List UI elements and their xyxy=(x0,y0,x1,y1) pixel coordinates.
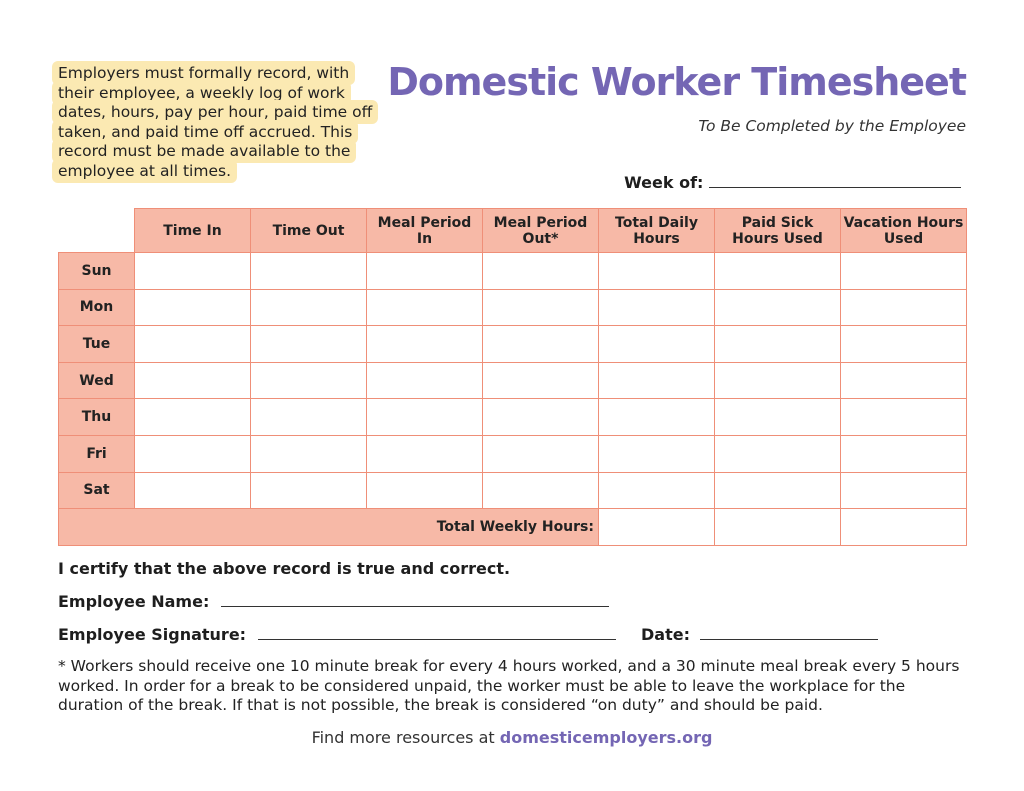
break-footnote: * Workers should receive one 10 minute break for every 4 hours worked, and a 30 minute meal break every 5 hours worked. In order for a break to be considered unpaid, the worker must be able to leave the workplace for the duration of the break. If that is not possible, the break is considered “on duty” and should be paid. xyxy=(58,657,960,714)
table-header-row xyxy=(59,209,967,253)
entry-cell-fri-col2[interactable] xyxy=(251,435,367,472)
employee-name-field xyxy=(58,592,609,611)
day-label-mon: Mon xyxy=(59,289,135,326)
entry-cell-fri-col5[interactable] xyxy=(599,435,715,472)
employee-signature-label: Employee Signature: xyxy=(58,625,247,644)
day-row-mon xyxy=(59,289,967,326)
total-weekly-label: Total Weekly Hours: xyxy=(59,509,599,546)
footer-prefix: Find more resources at xyxy=(311,728,495,747)
intro-note-text: Employers must formally record, with their employee, a weekly log of work dates, hours, pay per hour, paid time off taken, and paid time off accrued. This record must be made available to the employee at all times. xyxy=(52,61,378,183)
intro-note xyxy=(52,64,388,182)
entry-cell-tue-col3[interactable] xyxy=(367,326,483,363)
page-title: Domestic Worker Timesheet xyxy=(387,60,966,104)
entry-cell-sun-col1[interactable] xyxy=(135,253,251,290)
employee-name-label: Employee Name: xyxy=(58,592,210,611)
entry-cell-thu-col4[interactable] xyxy=(483,399,599,436)
entry-cell-tue-col6[interactable] xyxy=(715,326,841,363)
column-header-time-in: Time In xyxy=(135,209,251,253)
total-cell-daily-hours[interactable] xyxy=(599,509,715,546)
day-row-thu xyxy=(59,399,967,436)
entry-cell-fri-col3[interactable] xyxy=(367,435,483,472)
entry-cell-sat-col1[interactable] xyxy=(135,472,251,509)
day-label-sun: Sun xyxy=(59,253,135,290)
entry-cell-sun-col4[interactable] xyxy=(483,253,599,290)
date-field xyxy=(641,625,878,644)
entry-cell-wed-col6[interactable] xyxy=(715,362,841,399)
header-corner xyxy=(59,209,135,253)
day-row-sat xyxy=(59,472,967,509)
entry-cell-mon-col7[interactable] xyxy=(841,289,967,326)
entry-cell-wed-col1[interactable] xyxy=(135,362,251,399)
entry-cell-sat-col3[interactable] xyxy=(367,472,483,509)
entry-cell-sat-col4[interactable] xyxy=(483,472,599,509)
day-label-tue: Tue xyxy=(59,326,135,363)
entry-cell-thu-col5[interactable] xyxy=(599,399,715,436)
column-header-time-out: Time Out xyxy=(251,209,367,253)
entry-cell-thu-col2[interactable] xyxy=(251,399,367,436)
entry-cell-wed-col3[interactable] xyxy=(367,362,483,399)
entry-cell-thu-col7[interactable] xyxy=(841,399,967,436)
employee-signature-field xyxy=(58,625,616,644)
entry-cell-mon-col5[interactable] xyxy=(599,289,715,326)
total-cell-vacation-hours[interactable] xyxy=(841,509,967,546)
week-of-input-line[interactable] xyxy=(709,187,961,188)
timesheet-table xyxy=(58,208,967,546)
footer xyxy=(0,728,1024,747)
entry-cell-tue-col7[interactable] xyxy=(841,326,967,363)
entry-cell-fri-col4[interactable] xyxy=(483,435,599,472)
entry-cell-mon-col6[interactable] xyxy=(715,289,841,326)
total-weekly-row xyxy=(59,509,967,546)
employee-signature-input-line[interactable] xyxy=(258,639,616,640)
entry-cell-fri-col6[interactable] xyxy=(715,435,841,472)
entry-cell-tue-col1[interactable] xyxy=(135,326,251,363)
entry-cell-sun-col6[interactable] xyxy=(715,253,841,290)
entry-cell-tue-col2[interactable] xyxy=(251,326,367,363)
total-cell-sick-hours[interactable] xyxy=(715,509,841,546)
footer-link[interactable]: domesticemployers.org xyxy=(499,728,713,747)
day-row-fri xyxy=(59,435,967,472)
entry-cell-mon-col4[interactable] xyxy=(483,289,599,326)
column-header-sick-hours: Paid Sick Hours Used xyxy=(715,209,841,253)
entry-cell-thu-col6[interactable] xyxy=(715,399,841,436)
certification-statement: I certify that the above record is true and correct. xyxy=(58,559,511,578)
entry-cell-tue-col5[interactable] xyxy=(599,326,715,363)
entry-cell-sat-col5[interactable] xyxy=(599,472,715,509)
entry-cell-mon-col3[interactable] xyxy=(367,289,483,326)
entry-cell-sun-col7[interactable] xyxy=(841,253,967,290)
entry-cell-tue-col4[interactable] xyxy=(483,326,599,363)
employee-name-input-line[interactable] xyxy=(221,606,609,607)
week-of-field xyxy=(624,173,961,192)
entry-cell-sun-col3[interactable] xyxy=(367,253,483,290)
day-row-sun xyxy=(59,253,967,290)
week-of-label: Week of: xyxy=(624,173,704,192)
entry-cell-mon-col1[interactable] xyxy=(135,289,251,326)
column-header-meal-in: Meal Period In xyxy=(367,209,483,253)
entry-cell-mon-col2[interactable] xyxy=(251,289,367,326)
day-row-tue xyxy=(59,326,967,363)
day-label-wed: Wed xyxy=(59,362,135,399)
entry-cell-thu-col3[interactable] xyxy=(367,399,483,436)
date-input-line[interactable] xyxy=(700,639,878,640)
entry-cell-sat-col6[interactable] xyxy=(715,472,841,509)
entry-cell-sun-col5[interactable] xyxy=(599,253,715,290)
entry-cell-thu-col1[interactable] xyxy=(135,399,251,436)
entry-cell-fri-col1[interactable] xyxy=(135,435,251,472)
day-row-wed xyxy=(59,362,967,399)
day-label-fri: Fri xyxy=(59,435,135,472)
entry-cell-sat-col7[interactable] xyxy=(841,472,967,509)
column-header-vacation-hours: Vacation Hours Used xyxy=(841,209,967,253)
timesheet-body xyxy=(59,253,967,546)
entry-cell-wed-col4[interactable] xyxy=(483,362,599,399)
day-label-thu: Thu xyxy=(59,399,135,436)
entry-cell-wed-col2[interactable] xyxy=(251,362,367,399)
entry-cell-wed-col5[interactable] xyxy=(599,362,715,399)
page-subtitle: To Be Completed by the Employee xyxy=(698,117,966,135)
entry-cell-wed-col7[interactable] xyxy=(841,362,967,399)
day-label-sat: Sat xyxy=(59,472,135,509)
entry-cell-fri-col7[interactable] xyxy=(841,435,967,472)
column-header-meal-out: Meal Period Out* xyxy=(483,209,599,253)
entry-cell-sun-col2[interactable] xyxy=(251,253,367,290)
date-label: Date: xyxy=(641,625,690,644)
column-header-total-daily: Total Daily Hours xyxy=(599,209,715,253)
entry-cell-sat-col2[interactable] xyxy=(251,472,367,509)
